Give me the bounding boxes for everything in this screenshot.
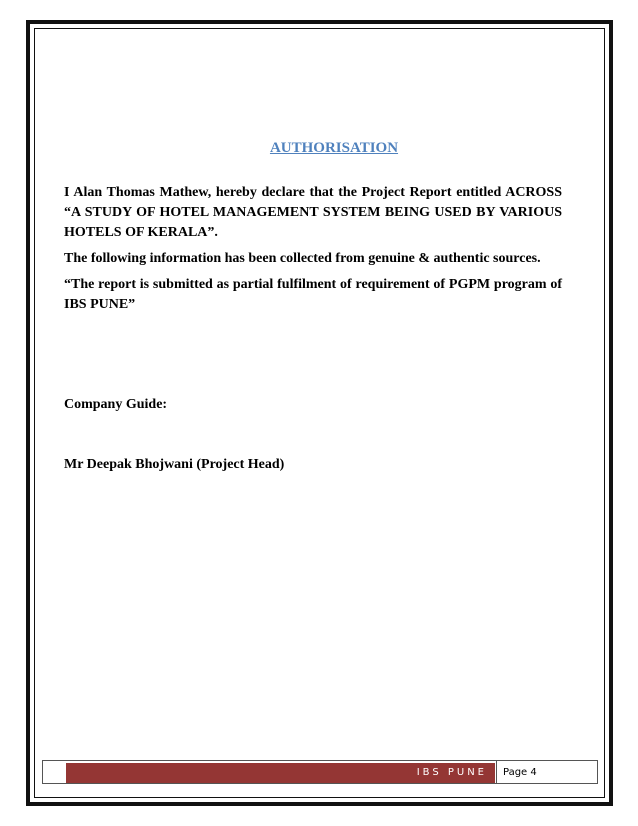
footer-divider — [496, 761, 497, 783]
company-guide-name: Mr Deepak Bhojwani (Project Head) — [64, 457, 285, 472]
document-body — [64, 140, 562, 472]
document-title: AUTHORISATION — [269, 140, 399, 156]
submission-paragraph: “The report is submitted as partial fulfilment of requirement of PGPM program of IBS PUNE” — [64, 277, 562, 312]
sources-paragraph: The following information has been collected from genuine & authentic sources. — [64, 251, 541, 266]
footer-bar — [66, 763, 495, 783]
footer-page-number: Page 4 — [503, 767, 537, 778]
footer-institution: IBS PUNE — [416, 767, 487, 778]
declaration-paragraph: I Alan Thomas Mathew, hereby declare that the Project Report entitled ACROSS “A STUDY OF HOTEL MANAGEMENT SYSTEM BEING USED BY VARIOUS HOTELS OF KERALA”. — [64, 185, 562, 240]
company-guide-label: Company Guide: — [64, 397, 168, 412]
